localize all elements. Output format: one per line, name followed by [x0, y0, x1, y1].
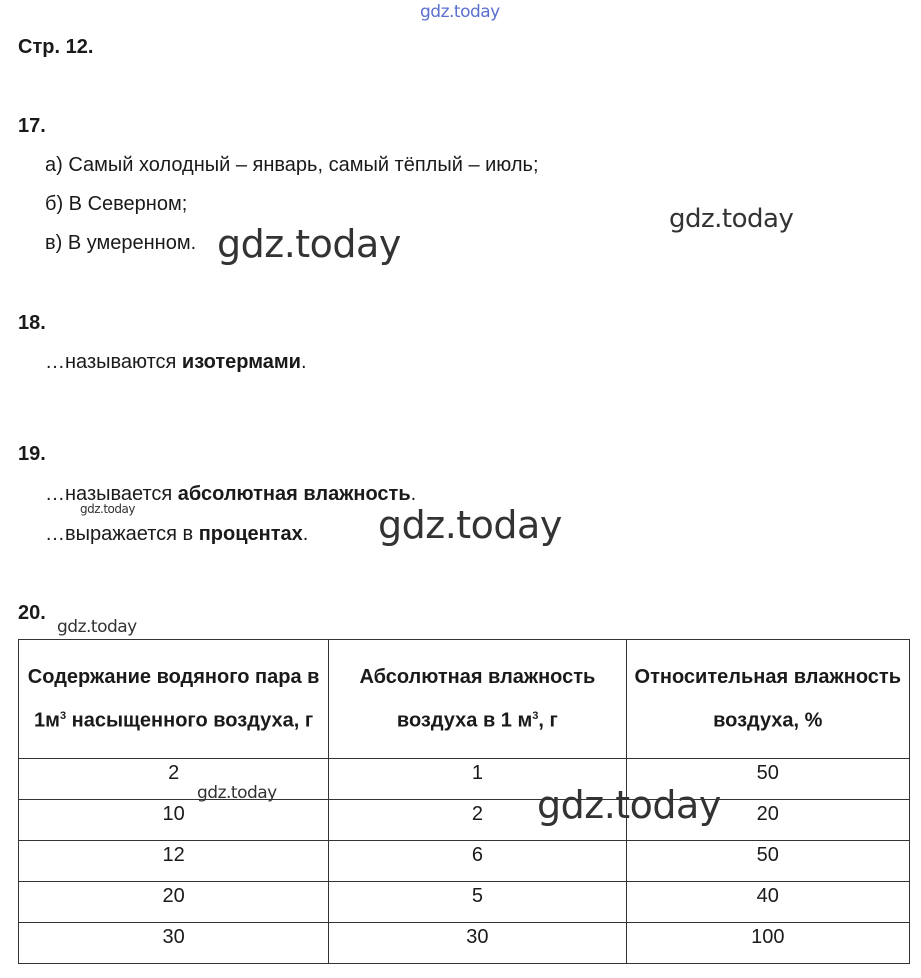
- table-row: [19, 800, 910, 841]
- answer-term: абсолютная влажность: [177, 483, 411, 505]
- task-17-answer-c: в) В умеренном.: [45, 232, 197, 254]
- header-saturated-vapor: Содержание водяного пара в $1м^3$ насыщенного воздуха, г: [19, 640, 329, 759]
- table-row: [19, 882, 910, 923]
- answer-term: изотермами: [181, 351, 301, 373]
- table-cell: 30: [329, 923, 626, 964]
- task-number-20: 20.: [18, 602, 46, 624]
- task-17-answer-a: а) Самый холодный – январь, самый тёплый – июль;: [45, 154, 539, 176]
- watermark: gdz.today: [378, 503, 562, 547]
- table-cell: 6: [329, 841, 626, 882]
- table-cell: 20: [626, 800, 909, 841]
- watermark: gdz.today: [57, 617, 137, 637]
- watermark: gdz.today: [217, 222, 401, 266]
- table-cell: 5: [329, 882, 626, 923]
- task-19-answer-2: [45, 523, 308, 546]
- table-cell: 10: [19, 800, 329, 841]
- task-number-19: 19.: [18, 443, 46, 465]
- humidity-table: [18, 639, 910, 964]
- task-18-answer: [45, 351, 307, 374]
- task-number-17: 17.: [18, 115, 46, 137]
- watermark: gdz.today: [80, 502, 135, 516]
- watermark-top: gdz.today: [420, 2, 500, 22]
- watermark: gdz.today: [197, 783, 277, 803]
- header-relative-humidity: Относительная влажность воздуха, %: [626, 640, 909, 759]
- answer-text: …выражается в: [45, 523, 199, 545]
- watermark: gdz.today: [669, 204, 794, 234]
- answer-punct: .: [410, 483, 417, 505]
- page-label: Стр. 12.: [18, 36, 94, 58]
- table-cell: 40: [626, 882, 909, 923]
- table-header-row: [19, 640, 910, 759]
- table-cell: 30: [19, 923, 329, 964]
- answer-term: процентах: [198, 523, 303, 545]
- table-cell: 1: [329, 759, 626, 800]
- table-cell: 20: [19, 882, 329, 923]
- table-cell: 50: [626, 759, 909, 800]
- task-number-18: 18.: [18, 312, 46, 334]
- header-absolute-humidity: Абсолютная влажность воздуха в 1 $м^3$, г: [329, 640, 626, 759]
- table-row: [19, 841, 910, 882]
- answer-punct: .: [302, 523, 309, 545]
- answer-text: …называются: [45, 351, 182, 373]
- table-cell: 2: [19, 759, 329, 800]
- answer-text: …называется: [45, 483, 178, 505]
- watermark: gdz.today: [537, 783, 721, 827]
- table-cell: 100: [626, 923, 909, 964]
- task-17-answer-b: б) В Северном;: [45, 193, 188, 215]
- table-cell: 12: [19, 841, 329, 882]
- answer-punct: .: [300, 351, 307, 373]
- table-row: [19, 759, 910, 800]
- table-cell: 50: [626, 841, 909, 882]
- table-cell: 2: [329, 800, 626, 841]
- table-row: [19, 923, 910, 964]
